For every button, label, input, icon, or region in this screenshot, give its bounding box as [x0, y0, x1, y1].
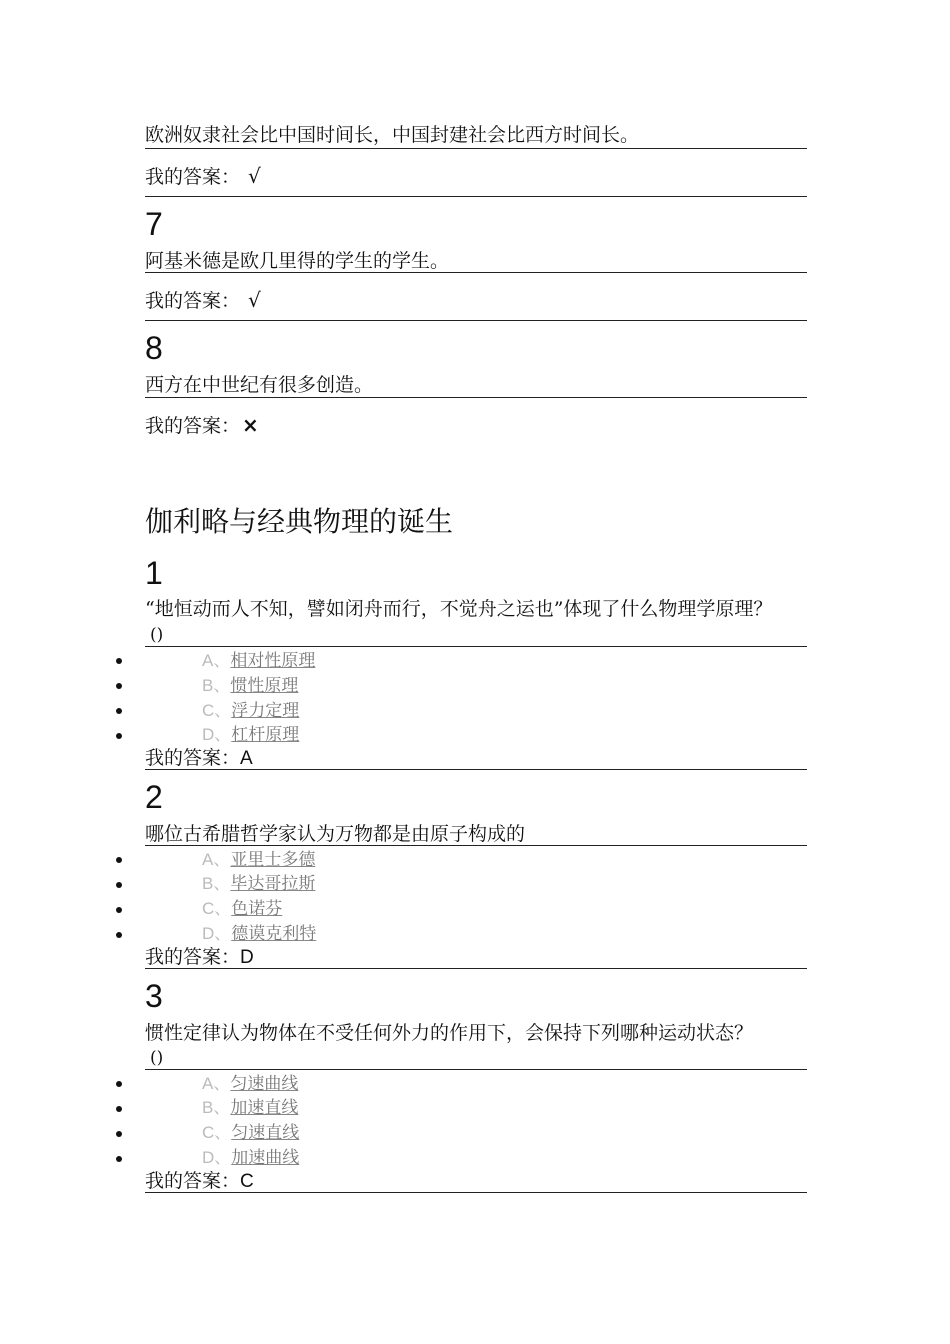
bullet [116, 708, 122, 714]
my-answer [145, 746, 253, 771]
divider [145, 397, 807, 398]
divider [145, 196, 807, 197]
option-c[interactable]: C、色诺芬 [202, 899, 283, 919]
divider [145, 272, 807, 273]
option-c[interactable]: C、浮力定理 [202, 701, 300, 721]
question-paren: () [150, 625, 164, 645]
question-number: 1 [145, 555, 163, 591]
question-text: 惯性定律认为物体在不受任何外力的作用下，会保持下列哪种运动状态？ [145, 1022, 754, 1044]
divider [145, 148, 807, 149]
my-answer [145, 1169, 254, 1194]
option-b[interactable]: B、毕达哥拉斯 [202, 874, 316, 894]
divider [145, 769, 807, 770]
cross-mark: × [242, 413, 259, 437]
bullet [116, 857, 122, 863]
my-answer [145, 164, 261, 189]
option-b[interactable]: B、加速直线 [202, 1098, 299, 1118]
answer-label: 我的答案： [145, 166, 241, 188]
answer-label: 我的答案： [145, 1170, 241, 1192]
my-answer [145, 945, 254, 970]
divider [145, 968, 807, 969]
option-d[interactable]: D、杠杆原理 [202, 725, 300, 745]
check-mark: √ [248, 288, 261, 312]
option-a[interactable]: A、匀速曲线 [202, 1074, 299, 1094]
question-text: “地恒动而人不知，譬如闭舟而行，不觉舟之运也”体现了什么物理学原理？ [145, 598, 773, 620]
answer-label: 我的答案： [145, 290, 241, 312]
divider [145, 845, 807, 846]
bullet [116, 882, 122, 888]
option-d[interactable]: D、加速曲线 [202, 1148, 300, 1168]
my-answer [145, 413, 259, 438]
question-text: 西方在中世纪有很多创造。 [145, 374, 374, 396]
divider [145, 1069, 807, 1070]
option-a[interactable]: A、亚里士多德 [202, 850, 316, 870]
divider [145, 646, 807, 647]
question-text: 哪位古希腊哲学家认为万物都是由原子构成的 [145, 823, 526, 845]
answer-label: 我的答案： [145, 946, 241, 968]
answer-value: C [240, 1171, 254, 1192]
bullet [116, 683, 122, 689]
bullet [116, 1081, 122, 1087]
bullet [116, 658, 122, 664]
option-d[interactable]: D、德谟克利特 [202, 924, 317, 944]
bullet [116, 1106, 122, 1112]
bullet [116, 733, 122, 739]
bullet [116, 1131, 122, 1137]
check-mark: √ [248, 164, 261, 188]
divider [145, 320, 807, 321]
question-text: 阿基米德是欧几里得的学生的学生。 [145, 250, 450, 272]
bullet [116, 907, 122, 913]
question-number: 3 [145, 978, 163, 1014]
option-b[interactable]: B、惯性原理 [202, 676, 299, 696]
answer-label: 我的答案： [145, 747, 241, 769]
question-paren: () [150, 1048, 164, 1068]
answer-value: D [240, 947, 254, 968]
question-number: 8 [145, 330, 163, 366]
option-c[interactable]: C、匀速直线 [202, 1123, 300, 1143]
question-text: 欧洲奴隶社会比中国时间长，中国封建社会比西方时间长。 [145, 124, 640, 146]
question-number: 7 [145, 206, 163, 242]
divider [145, 1192, 807, 1193]
my-answer [145, 288, 261, 313]
answer-label: 我的答案： [145, 415, 241, 437]
section-title: 伽利略与经典物理的诞生 [145, 505, 454, 538]
bullet [116, 932, 122, 938]
option-a[interactable]: A、相对性原理 [202, 651, 316, 671]
question-number: 2 [145, 779, 163, 815]
bullet [116, 1156, 122, 1162]
answer-value: A [240, 748, 253, 769]
